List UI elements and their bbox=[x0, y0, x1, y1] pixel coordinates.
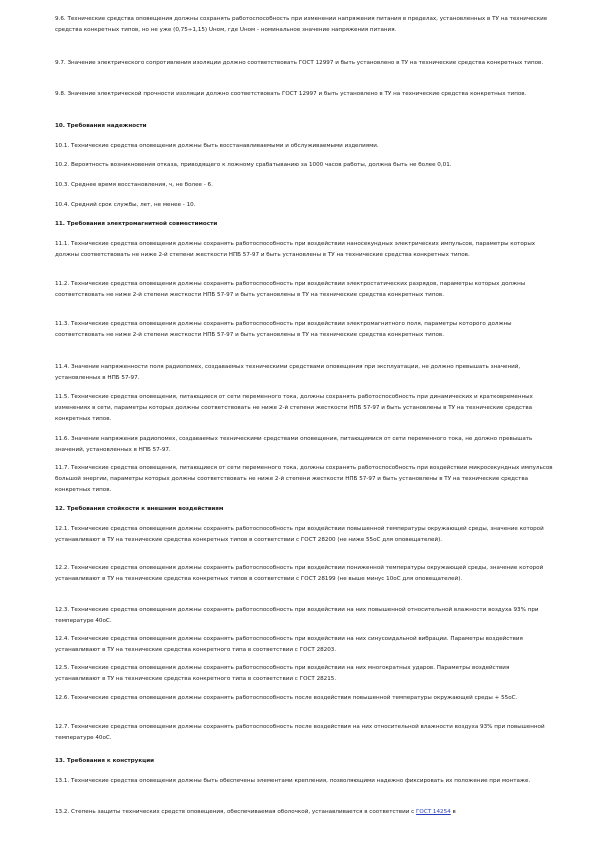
paragraph-11-1: 11.1. Технические средства оповещения должны сохранять работоспособность при воздействии наносекундных электрических импульсов, параметры которых должны соответствовать не ниже 2-й степени жесткости НПБ 57-97 и быть установлены в ТУ на технические средства конкретных типов. bbox=[55, 241, 536, 259]
paragraph-12-4: 12.4. Технические средства оповещения должны сохранять работоспособность при воздействии на них синусоидальной вибрации. Параметры воздействия устанавливают в ТУ на технические средства конкретного типа в соответствии с ГОСТ 28203. bbox=[55, 636, 523, 654]
paragraph-9-7: 9.7. Значение электрического сопротивления изоляции должно соответствовать ГОСТ 12997 и быть установлено в ТУ на технические средства конкретных типов. bbox=[55, 60, 544, 66]
paragraph-11-4: 11.4. Значение напряженности поля радиопомех, создаваемых техническими средствами оповещения при эксплуатации, не должно превышать значений, установленных в НПБ 57-97. bbox=[55, 364, 521, 382]
section-11-heading: 11. Требования электромагнитной совместимости bbox=[55, 221, 218, 227]
section-13-heading: 13. Требования к конструкции bbox=[55, 758, 155, 764]
paragraph-10-1: 10.1. Технические средства оповещения должны быть восстанавливаемыми и обслуживаемыми изделиями. bbox=[55, 143, 379, 149]
paragraph-11-6: 11.6. Значение напряжения радиопомех, создаваемых техническими средствами оповещения, питающимися от сети переменного тока, не должно превышать значений, установленных в НПБ 57-97. bbox=[55, 436, 533, 454]
paragraph-10-4: 10.4. Средний срок службы, лет, не менее - 10. bbox=[55, 202, 196, 208]
paragraph-13-2 bbox=[55, 807, 555, 818]
gost-14254-link[interactable]: ГОСТ 14254 bbox=[416, 809, 451, 815]
paragraph-12-5: 12.5. Технические средства оповещения должны сохранять работоспособность при воздействии на них многократных ударов. Параметры воздействия устанавливают в ТУ на технические средства конкретного типа в соответствии с ГОСТ 28215. bbox=[55, 665, 510, 683]
paragraph-13-2-tail: в bbox=[450, 809, 456, 815]
paragraph-12-1: 12.1. Технические средства оповещения должны сохранять работоспособность при воздействии повышенной температуры окружающей среды, значение которой устанавливают в ТУ на технические средства конкретных типов в соответствии с ГОСТ 28200 (не ниже 55oC для оповещателей). bbox=[55, 526, 544, 544]
section-12-heading: 12. Требования стойкости к внешним воздействиям bbox=[55, 506, 224, 512]
paragraph-12-6: 12.6. Технические средства оповещения должны сохранять работоспособность после воздействия повышенной температуры окружающей среды + 55oC. bbox=[55, 695, 518, 701]
paragraph-11-5: 11.5. Технические средства оповещения, питающиеся от сети переменного тока, должны сохранять работоспособность при динамических и кратковременных изменениях в сети, параметры которых должны соответствовать не ниже 2-й степени жесткости НПБ 57-97 и быть установлены в ТУ на технические средства конкретных типов. bbox=[55, 394, 533, 423]
section-10-heading: 10. Требования надежности bbox=[55, 123, 147, 129]
paragraph-11-7: 11.7. Технические средства оповещения, питающиеся от сети переменного тока, должны сохранять работоспособность при воздействии микросекундных импульсов большой энергии, параметры которых должны соответствовать не ниже 2-й степени жесткости НПБ 57-97 и быть установлены в ТУ на технические средства конкретных типов. bbox=[55, 465, 553, 494]
paragraph-12-7: 12.7. Технические средства оповещения должны сохранять работоспособность после воздействия на них относительной влажности воздуха 93% при повышенной температуре 40oC. bbox=[55, 724, 545, 742]
paragraph-11-3: 11.3. Технические средства оповещения должны сохранять работоспособность при воздействии электромагнитного поля, параметры которого должны соответствовать не ниже 2-й степени жесткости НПБ 57-97 и быть установлены в ТУ на технические средства конкретных типов. bbox=[55, 321, 512, 339]
paragraph-11-2: 11.2. Технические средства оповещения должны сохранять работоспособность при воздействии электростатических разрядов, параметры которых должны соответствовать не ниже 2-й степени жесткости НПБ 57-97 и быть установлены в ТУ на технические средства конкретных типов. bbox=[55, 281, 526, 299]
paragraph-9-6: 9.6. Технические средства оповещения должны сохранять работоспособность при изменении напряжения питания в пределах, установленных в ТУ на технические средства конкретных типов, но не уже (0,75÷1,15) Uном, где Uном - номинальное значение напряжения питания. bbox=[55, 16, 548, 34]
paragraph-9-8: 9.8. Значение электрической прочности изоляции должно соответствовать ГОСТ 12997 и быть установлено в ТУ на технические средства конкретных типов. bbox=[55, 91, 527, 97]
paragraph-10-3: 10.3. Среднее время восстановления, ч, не более - 6. bbox=[55, 182, 213, 188]
paragraph-13-1: 13.1. Технические средства оповещения должны быть обеспечены элементами крепления, позволяющими надежно фиксировать их положение при монтаже. bbox=[55, 778, 531, 784]
paragraph-13-2-text: 13.2. Степень защиты технических средств оповещения, обеспечиваемая оболочкой, устанавливается в соответствии с bbox=[55, 809, 417, 815]
paragraph-12-3: 12.3. Технические средства оповещения должны сохранять работоспособность при воздействии на них повышенной относительной влажности воздуха 93% при температуре 40oC. bbox=[55, 607, 539, 625]
paragraph-10-2: 10.2. Вероятность возникновения отказа, приводящего к ложному срабатыванию за 1000 часов работы, должна быть не более 0,01. bbox=[55, 162, 452, 168]
paragraph-12-2: 12.2. Технические средства оповещения должны сохранять работоспособность при воздействии пониженной температуры окружающей среды, значение которой устанавливают в ТУ на технические средства конкретных типов в соответствии с ГОСТ 28199 (не выше минус 10oC для оповещателей). bbox=[55, 565, 544, 583]
